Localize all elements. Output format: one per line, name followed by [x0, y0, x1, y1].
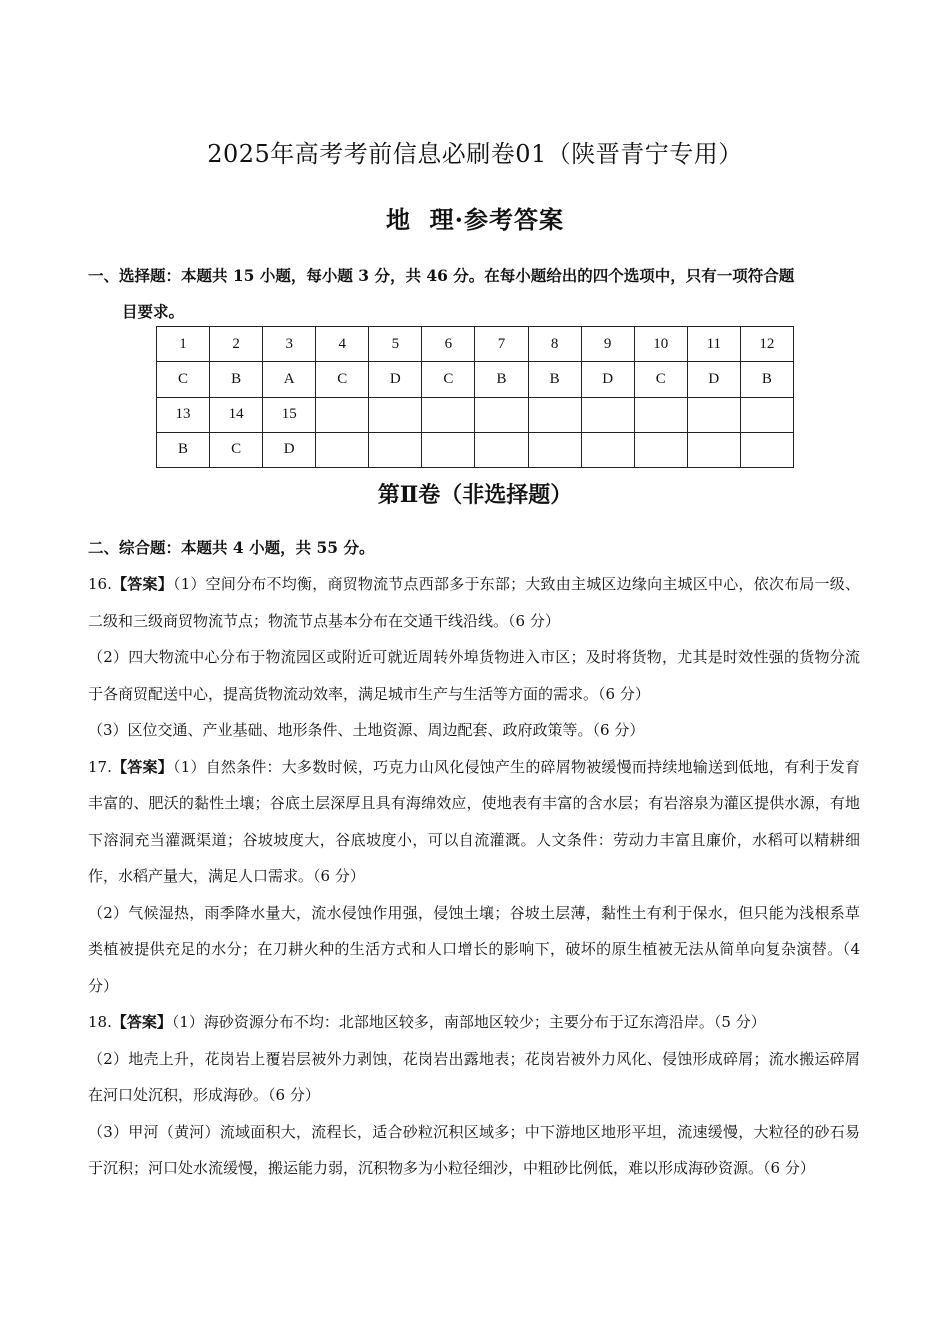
q18-answer-tag: 【答案】 — [111, 1013, 172, 1031]
table-cell: D — [581, 362, 634, 397]
table-cell — [740, 432, 793, 467]
table-cell — [422, 397, 475, 432]
q17-answer-2: （2）气候湿热，雨季降水量大，流水侵蚀作用强，侵蚀土壤；谷坡土层薄，黏性土有利于保水，但只能为浅根系草类植被提供充足的水分；在刀耕火种的生活方式和人口增长的影响下，破坏的原生植被无法从简单向复杂演替。（4 分） — [88, 903, 860, 995]
table-cell — [581, 397, 634, 432]
table-cell — [528, 432, 581, 467]
table-cell — [316, 397, 369, 432]
q16-answer-2: （2）四大物流中心分布于物流园区或附近可就近周转外埠货物进入市区；及时将货物，尤其是时效性强的货物分流于各商贸配送中心，提高货物流动效率，满足城市生产与生活等方面的需求。（6 分） — [88, 648, 860, 703]
table-cell: 7 — [475, 327, 528, 362]
table-cell: B — [157, 432, 210, 467]
q17-number: 17. — [88, 757, 112, 776]
table-row — [157, 432, 794, 467]
table-cell: 3 — [263, 327, 316, 362]
q17-answer-tag: 【答案】 — [111, 757, 173, 776]
table-row — [157, 362, 794, 397]
table-cell — [316, 432, 369, 467]
q16-answer-3: （3）区位交通、产业基础、地形条件、土地资源、周边配套、政府政策等。（6 分） — [88, 721, 645, 739]
table-cell — [687, 397, 740, 432]
table-cell: 10 — [634, 327, 687, 362]
table-cell — [422, 432, 475, 467]
table-row — [157, 397, 794, 432]
table-cell: 4 — [316, 327, 369, 362]
table-cell: C — [210, 432, 263, 467]
table-cell: C — [634, 362, 687, 397]
q16-answer-tag: 【答案】 — [111, 575, 173, 593]
table-cell: 15 — [263, 397, 316, 432]
q18-part1-text: （1）海砂资源分布不均：北部地区较多，南部地区较少；主要分布于辽东湾沿岸。（5 分） — [171, 1013, 766, 1031]
table-cell — [634, 432, 687, 467]
section1-heading — [88, 258, 878, 330]
table-cell: 1 — [157, 327, 210, 362]
table-cell: A — [263, 362, 316, 397]
table-cell — [369, 397, 422, 432]
document-subtitle: 地 理·参考答案 — [385, 205, 565, 234]
table-cell: 2 — [210, 327, 263, 362]
q18-answer-1 — [88, 1004, 860, 1041]
table-cell: 5 — [369, 327, 422, 362]
table-row — [157, 327, 794, 362]
document-title: 2025年高考考前信息必刷卷01（陕晋青宁专用） — [207, 140, 743, 168]
section1-line1: 一、选择题：本题共 15 小题，每小题 3 分，共 46 分。在每小题给出的四个选项中，只有一项符合题 — [88, 266, 795, 285]
table-cell: D — [369, 362, 422, 397]
section1-line2: 目要求。 — [122, 302, 185, 321]
q16-part1-text: （1）空间分布不均衡，商贸物流节点西部多于东部；大致由主城区边缘向主城区中心，依次布局一级、二级和三级商贸物流节点；物流节点基本分布在交通干线沿线。（6 分） — [88, 575, 860, 630]
table-cell — [634, 397, 687, 432]
table-cell — [687, 432, 740, 467]
q16-number: 16. — [88, 575, 112, 593]
table-cell — [369, 432, 422, 467]
table-cell: 8 — [528, 327, 581, 362]
q16-answer-1 — [88, 566, 860, 639]
table-cell — [528, 397, 581, 432]
table-cell: D — [687, 362, 740, 397]
answer-body — [88, 566, 860, 1187]
table-cell: C — [157, 362, 210, 397]
table-cell — [740, 397, 793, 432]
table-cell: B — [210, 362, 263, 397]
table-cell: 12 — [740, 327, 793, 362]
table-cell: 14 — [210, 397, 263, 432]
q17-answer-1 — [88, 749, 860, 895]
table-cell: 11 — [687, 327, 740, 362]
q17-part1-text: （1）自然条件：大多数时候，巧克力山风化侵蚀产生的碎屑物被缓慢而持续地输送到低地，有利于发育丰富的、肥沃的黏性土壤；谷底土层深厚且具有海绵效应，使地表有丰富的含水层；有岩溶泉为灌区提供水源，有地下溶洞充当灌溉渠道；谷坡坡度大，谷底坡度小，可以自流灌溉。人文条件：劳动力丰富且廉价，水稻可以精耕细作，水稻产量大，满足人口需求。（6 分） — [88, 757, 860, 885]
table-cell — [475, 397, 528, 432]
q18-answer-2: （2）地壳上升，花岗岩上覆岩层被外力剥蚀，花岗岩出露地表；花岗岩被外力风化、侵蚀形成碎屑；流水搬运碎屑在河口处沉积，形成海砂。（6 分） — [88, 1049, 860, 1104]
table-cell — [581, 432, 634, 467]
table-cell — [475, 432, 528, 467]
table-cell: B — [475, 362, 528, 397]
part2-title: 第Ⅱ卷（非选择题） — [377, 482, 573, 508]
multiple-choice-answer-table — [156, 326, 794, 468]
table-cell: D — [263, 432, 316, 467]
table-cell: C — [422, 362, 475, 397]
table-cell: 6 — [422, 327, 475, 362]
table-cell: B — [740, 362, 793, 397]
q18-number: 18. — [88, 1013, 112, 1031]
table-cell: 13 — [157, 397, 210, 432]
q18-answer-3: （3）甲河（黄河）流域面积大，流程长，适合砂粒沉积区域多；中下游地区地形平坦，流速缓慢，大粒径的砂石易于沉积；河口处水流缓慢，搬运能力弱，沉积物多为小粒径细沙，中粗砂比例低，难以形成海砂资源。（6 分） — [88, 1122, 860, 1177]
section2-heading: 二、综合题：本题共 4 小题，共 55 分。 — [88, 538, 375, 557]
table-cell: C — [316, 362, 369, 397]
table-cell: B — [528, 362, 581, 397]
table-cell: 9 — [581, 327, 634, 362]
